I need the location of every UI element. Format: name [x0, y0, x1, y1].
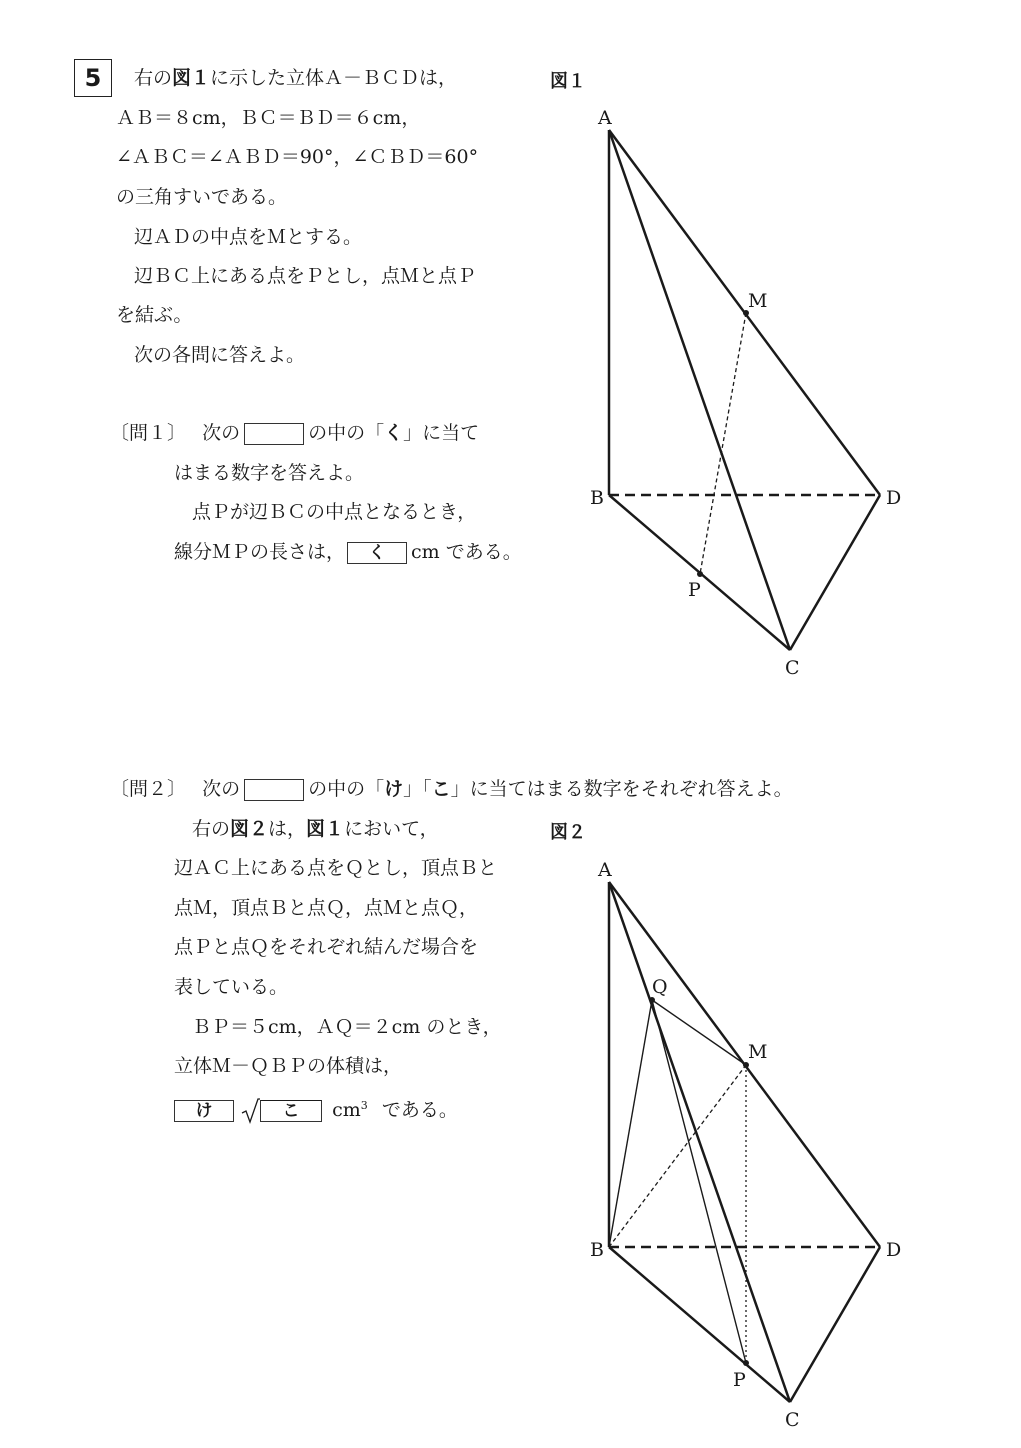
q2-line-8: 立体Ｍ－ＱＢＰの体積は，	[174, 1055, 403, 1077]
q1-blank-sample	[244, 423, 304, 445]
q2-text: は，	[268, 818, 307, 840]
q2-text: である。	[381, 1099, 458, 1122]
figure-2-diagram	[580, 855, 920, 1440]
q1-text: 線分ＭＰの長さは，	[174, 541, 346, 563]
q1-line-2: はまる数字を答えよ。	[174, 462, 365, 484]
answer-box-ku[interactable]: く	[347, 542, 407, 564]
label-m: M	[748, 290, 768, 312]
label-p: P	[733, 1369, 746, 1391]
intro-line-6: 辺ＢＣ上にある点をＰとし，点Ｍと点Ｐ	[134, 265, 477, 287]
sqrt-sign-icon	[240, 1098, 260, 1124]
q1-label: 〔問１〕	[110, 422, 187, 444]
label-b: B	[590, 1239, 604, 1261]
edge-cd	[790, 495, 880, 650]
label-b: B	[590, 487, 604, 509]
label-d: D	[886, 1239, 902, 1261]
figure-1-diagram	[580, 100, 920, 690]
q2-line-3: 辺ＡＣ上にある点をＱとし，頂点Ｂと	[174, 857, 498, 879]
problem-number: 5	[74, 59, 112, 97]
label-a: A	[598, 859, 612, 881]
fig2-ref: 図２	[230, 818, 269, 840]
fig1-ref: 図１	[306, 818, 345, 840]
intro-line-1	[134, 67, 457, 89]
q1-line-3: 点Ｐが辺ＢＣの中点となるとき，	[192, 501, 477, 523]
unit-exponent: 3	[360, 1099, 368, 1112]
q2-key-ko: こ	[431, 778, 451, 800]
intro-line-7: を結ぶ。	[116, 304, 193, 326]
intro-line-2: ＡＢ＝８cm，ＢＣ＝ＢＤ＝６cm，	[116, 107, 421, 129]
q2-line-9	[174, 1095, 458, 1124]
label-q: Q	[652, 976, 668, 998]
intro-line-8: 次の各問に答えよ。	[134, 344, 306, 366]
q2-text: において，	[344, 818, 439, 840]
q1-key: く	[384, 422, 404, 444]
q2-line-4: 点Ｍ，頂点Ｂと点Ｑ，点Ｍと点Ｑ，	[174, 897, 479, 919]
q2-text: 」「	[403, 778, 432, 800]
label-c: C	[785, 657, 800, 679]
label-m: M	[748, 1041, 768, 1063]
label-a: A	[598, 107, 612, 129]
q1-text: の中の「	[308, 422, 385, 444]
q1-text: 」に当て	[403, 422, 480, 444]
point-p	[743, 1360, 749, 1366]
edge-cd	[790, 1247, 880, 1402]
q2-key-ke: け	[384, 778, 404, 800]
label-c: C	[785, 1409, 800, 1431]
segment-bq	[609, 1000, 652, 1247]
label-p: P	[688, 579, 701, 601]
segment-mp	[700, 313, 746, 574]
intro-line-5: 辺ＡＤの中点をＭとする。	[134, 226, 363, 248]
q2-line-1	[110, 778, 793, 801]
q1-line-1	[110, 422, 479, 445]
sqrt-symbol	[240, 1098, 260, 1124]
fig1-title: 図１	[550, 71, 586, 92]
q2-label: 〔問２〕	[110, 778, 187, 800]
q2-text: 」に当てはまる数字をそれぞれ答えよ。	[450, 778, 793, 800]
q2-line-2	[192, 818, 439, 840]
q2-line-5: 点Ｐと点Ｑをそれぞれ結んだ場合を	[174, 936, 479, 958]
answer-box-ko[interactable]: こ	[260, 1100, 322, 1122]
q1-line-4	[174, 541, 522, 564]
fig2-title: 図２	[550, 822, 586, 843]
q2-blank-sample	[244, 779, 304, 801]
intro-line-4: の三角すいである。	[116, 186, 288, 208]
q1-text: cm である。	[411, 541, 522, 563]
q2-text: の中の「	[308, 778, 385, 800]
q1-text: 次の	[202, 422, 241, 444]
unit-text: cm	[332, 1099, 361, 1122]
q2-line-6: 表している。	[174, 976, 289, 998]
fig1-ref: 図１	[172, 67, 211, 89]
q2-text: 右の	[192, 818, 231, 840]
point-p	[697, 571, 703, 577]
answer-box-ke[interactable]: け	[174, 1100, 234, 1122]
q2-line-7: ＢＰ＝５cm，ＡＱ＝２cm のとき，	[192, 1016, 502, 1038]
q2-text: 次の	[202, 778, 241, 800]
intro-text: に示した立体Ａ－ＢＣＤは，	[210, 67, 458, 89]
label-d: D	[886, 487, 902, 509]
intro-text: 右の	[134, 67, 173, 89]
intro-line-3: ∠ＡＢＣ＝∠ＡＢＤ＝90°，∠ＣＢＤ＝60°	[116, 146, 479, 168]
